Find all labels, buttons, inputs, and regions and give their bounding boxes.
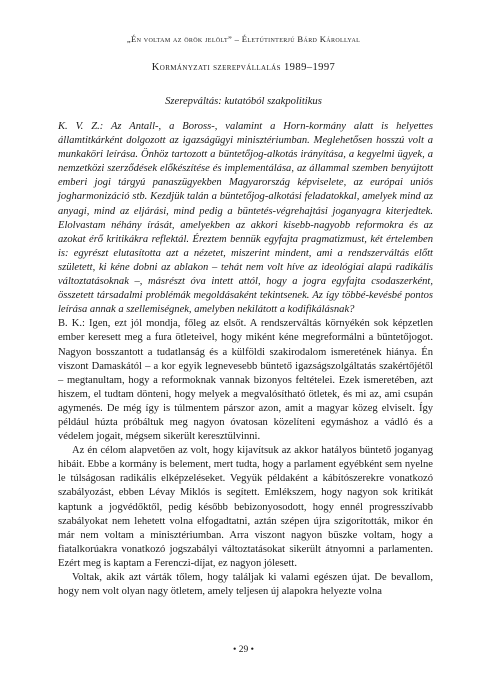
running-head: „Én voltam az örök jelölt” – Életútinterjú Bárd Károllyal [126,34,361,44]
body-text [58,120,433,599]
page-number: • 29 • [233,645,254,655]
answer-paragraph-3: Voltak, akik azt várták tőlem, hogy találjak ki valami egészen újat. De bevallom, hogy nem volt olyan nagy ötletem, amely teljesen új alapokra helyezte volna [58,572,433,598]
answer-paragraph-2: Az én célom alapvetően az volt, hogy kijavítsuk az akkor hatályos büntető joganyag hibáit. Ebbe a kormány is belement, mert tudta, hogy a parlament egyébként sem nyelne le túlságosan radikális elképzeléseket. Vegyük példaként a kábítószerekre vonatkozó szabályozást, ebben Lévay Miklós is segített. Emlékszem, hogy nagyon sok kritikát kaptunk a jogvédőktől, pedig később bebizonyosodott, hogy ennél progresszívabb szabályokat nem lehetett volna elfogadtatni, aztán szépen újra szigorították, mikor én már nem voltam a minisztériumban. Arra viszont nagyon büszke voltam, hogy a fiatalkorúakra vonatkozó jogszabályi változtatásokat sikerült átnyomni a parlamenten. Ezért meg is kaptam a Ferenczi-díjat, ez nagyon jólesett. [58,445,433,569]
interviewer-question: K. V. Z.: Az Antall-, a Boross-, valamint a Horn-kormány alatt is helyettes államtitkárként dolgozott az igazságügyi minisztériumban. Meglehetősen hosszú volt a munkaköri leírása. Önhöz tartozott a büntetőjog-alkotás irányítása, a kegyelmi ügyek, a nemzetközi szerződések előkészítése és implementálása, az állammal szemben benyújtott emberi jogi tárgyú panaszügyekben Magyarország képviselete, az európai uniós jogharmonizáció stb. Kezdjük talán a büntetőjog-alkotási feladatokkal, amelyek mind az anyagi, mind az eljárási, mind pedig a büntetés-végrehajtási joganyagra kiterjedtek. Elolvastam néhány írását, amelyekben az akkori kisebb-nagyobb reformokra és az azokat érő kritikákra reflektál. Éreztem bennük egyfajta pragmatizmust, két értelemben is: egyrészt elutasította azt a nézetet, miszerint mindent, ami a rendszerváltás előtt született, ki kéne dobni az ablakon – tehát nem volt híve az ideológiai alapú radikális változtatásoknak –, másrészt óva intett attól, hogy a jogra egyfajta csodaszerként, összetett társadalmi problémák megoldásaként tekintsenek. Az így többé-kevésbé pontos leírása annak a szellemiségnek, amelyben nekilátott a kodifikálásnak? [58,121,433,316]
chapter-title: Kormányzati szerepvállalás 1989–1997 [151,62,336,73]
answer-paragraph-1: B. K.: Igen, ezt jól mondja, főleg az elsőt. A rendszerváltás környékén sok képzetlen ember keresett meg a fura ötleteivel, hogy miként kéne megreformálni a büntetőjogot. Nagyon bosszantott a tudatlanság és a külföldi szakirodalom ismeretének hiánya. Én viszont Damaskától – a kor egyik legnevesebb büntető igazságszolgáltatás szakértőjétől – megtanultam, hogy a reformoknak vannak bizonyos feltételei. Ezek ismeretében, azt hiszem, el tudtam dönteni, hogy melyek a megvalósítható ötletek, és mi az, ami csupán agymenés. De még így is túlmentem párszor azon, amit a magyar közeg elviselt. Így például húzta próbáltuk meg nagyon óvatosan közelíteni egymáshoz a vádló és a védelem jogait, mégsem sikerült keresztülvinni. [58,318,433,443]
section-subtitle: Szerepváltás: kutatóból szakpolitikus [165,96,322,107]
